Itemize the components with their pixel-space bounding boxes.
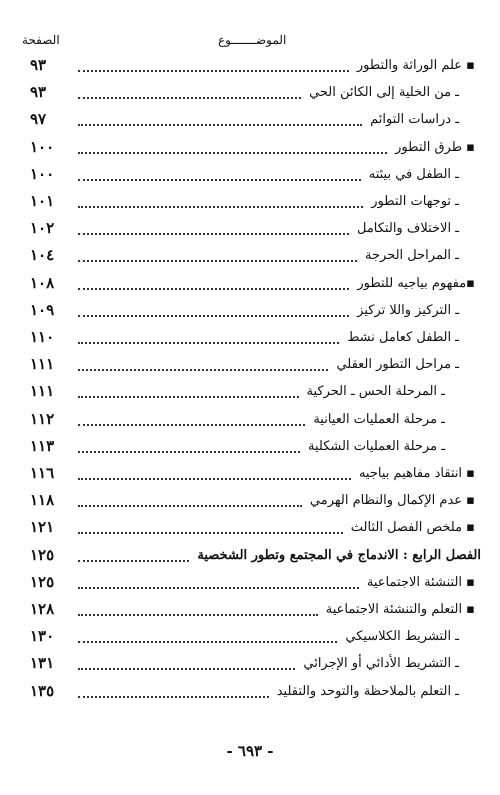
dot-leader (78, 696, 269, 698)
toc-entry (0, 678, 500, 705)
dot-leader (78, 260, 357, 262)
toc-entry-page: ٩٧ (30, 110, 47, 129)
toc-entry (0, 596, 500, 623)
topic-column-header: الموضـــــــوع (218, 33, 287, 47)
toc-entry (0, 79, 500, 106)
toc-entry-title: ▪ التنشئة الاجتماعية (363, 569, 475, 596)
page-number-footer: - ٦٩٣ - (226, 742, 274, 760)
dot-leader (78, 560, 189, 562)
dot-leader (78, 342, 339, 344)
toc-entry (0, 270, 500, 297)
toc-entry-page: ١٢١ (30, 518, 55, 537)
toc-entry-page: ١١٠ (30, 328, 55, 346)
toc-entry-page: ١٣٠ (30, 627, 55, 646)
toc-entry-title: ـ الطفل في بيئته (365, 161, 459, 188)
toc-entry-title: ـ دراسات التوائم (366, 106, 459, 133)
dot-leader (78, 97, 301, 99)
toc-entry (0, 433, 500, 460)
toc-entry-title: ـ التعلم بالملاحظة والتوحد والتقليد (273, 678, 459, 705)
toc-entry (0, 242, 500, 269)
toc-entry-title: ـ مرحلة العمليات العيانية (309, 406, 445, 433)
toc-entry (0, 188, 500, 215)
toc-entry (0, 487, 500, 514)
toc-entry-title: ـ مراحل التطور العقلي (332, 351, 459, 378)
dot-leader (78, 152, 387, 154)
dot-leader (78, 424, 305, 426)
toc-entry-page: ١٠٤ (30, 246, 55, 265)
toc-entry (0, 569, 500, 596)
dot-leader (78, 641, 337, 643)
toc-entry (0, 106, 500, 133)
toc-entry-title: ـ التشريط الكلاسيكي (341, 623, 459, 650)
dot-leader (78, 532, 343, 534)
toc-entry-title: ▪ علم الوراثة والتطور (353, 52, 475, 79)
dot-leader (78, 206, 363, 208)
toc-entry (0, 52, 500, 79)
toc-entry-page: ١٠٠ (30, 137, 55, 156)
toc-entry-page: ١١١ (30, 382, 55, 401)
toc-entry-title: ▪ عدم الإكمال والنظام الهرمي (306, 487, 475, 514)
dot-leader (78, 315, 349, 317)
toc-entry-page: ١٣١ (30, 654, 55, 673)
toc-entry-title: ـ التشريط الأدائي أو الإجرائي (299, 650, 459, 677)
toc-entry-page: ١٠٢ (30, 219, 55, 238)
dot-leader (78, 396, 299, 398)
dot-leader (78, 233, 349, 235)
dot-leader (78, 614, 318, 616)
toc-entry (0, 378, 500, 405)
toc-entry-page: ١٣٥ (30, 681, 55, 700)
toc-entry-page: ١١٦ (30, 464, 55, 482)
toc-entry (0, 650, 500, 677)
page-column-header: الصفحة (22, 33, 60, 47)
toc-entry (0, 134, 500, 161)
dot-leader (78, 124, 362, 126)
toc-entry (0, 215, 500, 242)
toc-entry-page: ١٠٩ (30, 300, 55, 319)
dot-leader (78, 587, 359, 589)
toc-entry-title: ▪ التعلم والتنشئة الاجتماعية (322, 596, 475, 623)
toc-entry-page: ١٠٠ (30, 164, 55, 183)
toc-entry (0, 351, 500, 378)
toc-entry-title: ـ مرحلة العمليات الشكلية (304, 433, 445, 460)
toc-entry-title: ▪ ملخص الفصل الثالث (347, 514, 475, 541)
toc-entry-page: ١٠١ (30, 192, 55, 210)
toc-entry-title: ـ المرحلة الحس ـ الحركية (303, 378, 445, 405)
toc-entry (0, 542, 500, 569)
toc-entry-page: ١٠٨ (30, 273, 55, 292)
toc-entry (0, 623, 500, 650)
toc-entry-title: ▪ انتقاد مفاهيم بياجيه (355, 460, 475, 487)
toc-entry (0, 460, 500, 487)
toc-entry-title: ـ الاختلاف والتكامل (353, 215, 459, 242)
toc-entry-page: ٩٣ (30, 56, 47, 74)
toc-entry-title: ـ من الخلية إلى الكائن الحي (305, 79, 459, 106)
dot-leader (78, 70, 349, 72)
toc-entry (0, 324, 500, 351)
dot-leader (78, 369, 328, 371)
toc-entry-page: ١١١ (30, 355, 55, 374)
dot-leader (78, 668, 295, 670)
toc-entry-title: ▪ طرق التطور (391, 134, 475, 161)
toc-entry-title: ـ المراحل الحرجة (361, 242, 459, 269)
toc-entry (0, 297, 500, 324)
toc-entry-page: ١٢٥ (30, 545, 55, 564)
dot-leader (78, 478, 351, 480)
toc-entry (0, 406, 500, 433)
dot-leader (78, 451, 300, 453)
dot-leader (78, 288, 349, 290)
toc-entry-title: ـ الطفل كعامل نشط (343, 324, 459, 351)
toc-entry-page: ١٢٥ (30, 572, 55, 591)
toc-entry-page: ١١٣ (30, 436, 55, 455)
toc-entry-page: ٩٣ (30, 83, 47, 102)
toc-entry-page: ١١٢ (30, 409, 55, 428)
dot-leader (78, 179, 361, 181)
toc-entry-title: ـ توجهات التطور (367, 188, 459, 215)
toc-entry-title: الفصل الرابع : الاندماج في المجتمع وتطور الشخصية (193, 542, 481, 569)
toc-entry-page: ١١٨ (30, 491, 55, 510)
toc-entry-title: ـ التركيز واللا تركيز (353, 297, 459, 324)
toc-entry (0, 161, 500, 188)
toc-entry-title: ▪مفهوم بياجيه للتطور (353, 270, 475, 297)
toc-entry-page: ١٢٨ (30, 600, 55, 618)
toc-entry (0, 514, 500, 541)
dot-leader (78, 505, 302, 507)
